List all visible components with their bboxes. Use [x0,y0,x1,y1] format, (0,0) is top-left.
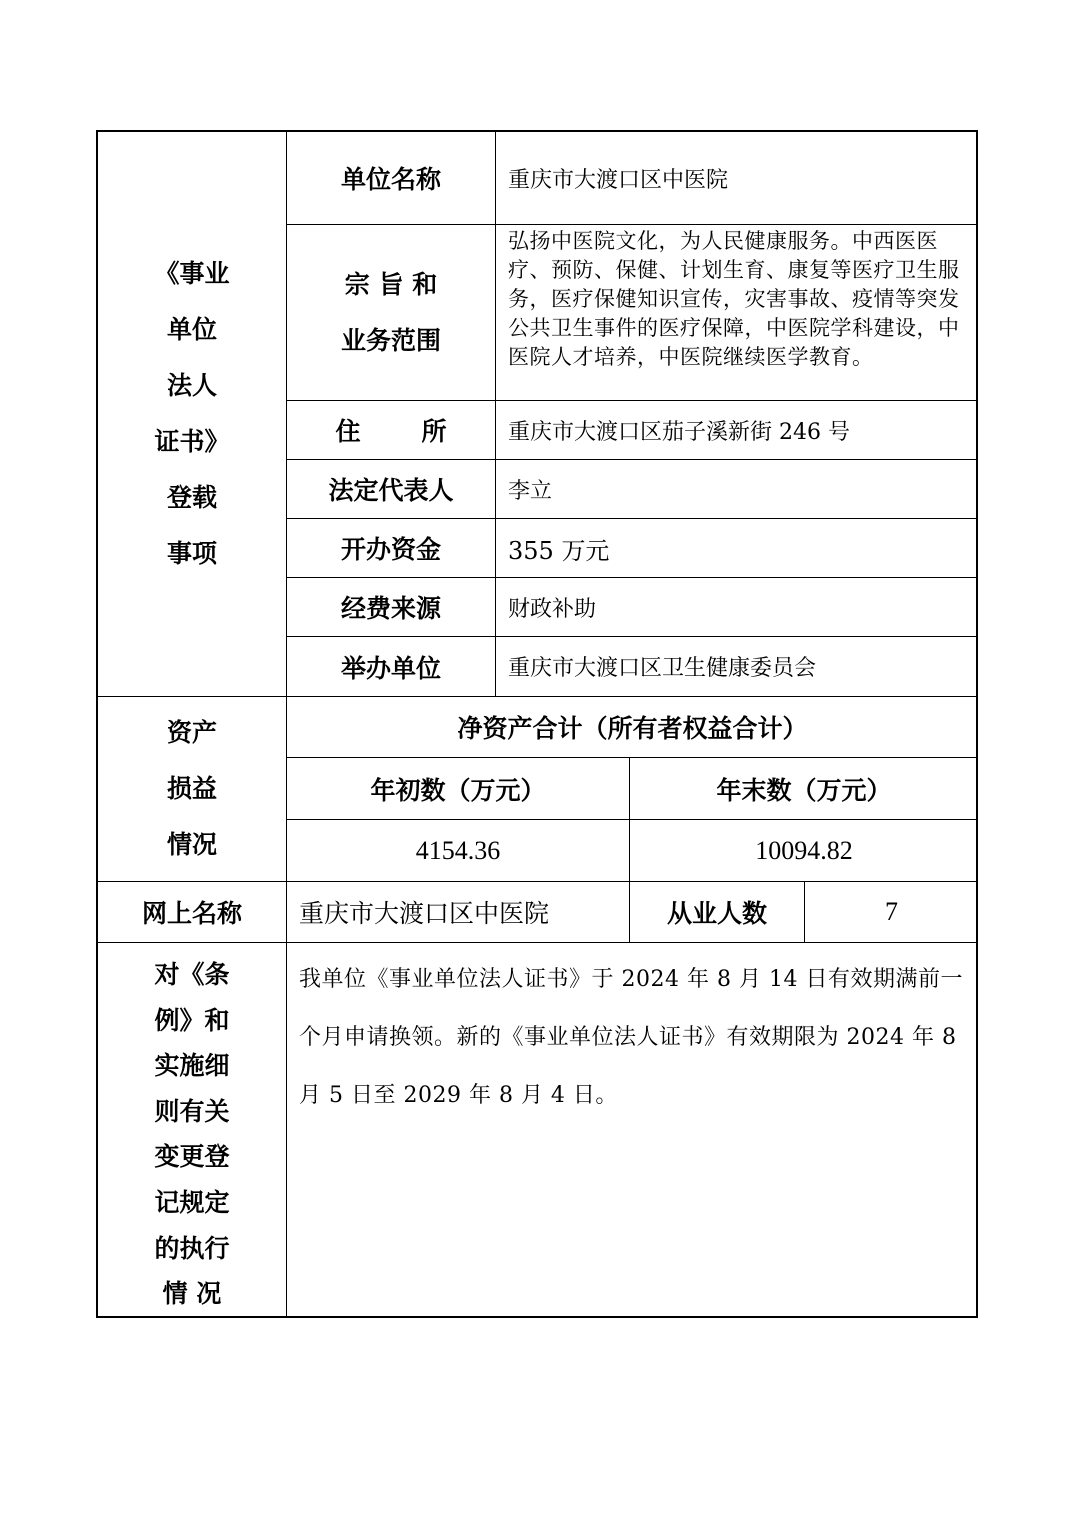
section-label-line: 资产 [166,718,217,747]
end-of-year-label: 年末数（万元） [716,775,892,805]
purpose-label-line: 业务范围 [340,325,441,355]
compliance-text: 我单位《事业单位法人证书》于 2024 年 8 月 14 日有效期满前一个月申请换领。新的《事业单位法人证书》有效期限为 2024 年 8 月 5 日至 2029 年 8 月 4 日。 [299,967,963,1108]
legal-representative-label: 法定代表人 [328,476,454,505]
staff-count-value: 7 [885,897,898,926]
end-of-year-value: 10094.82 [755,835,853,865]
funding-source-value: 财政补助 [508,596,597,622]
startup-funds-value: 355 万元 [508,536,610,565]
staff-count-label: 从业人数 [666,899,767,928]
registration-section-label [98,132,286,696]
legal-representative-value: 李立 [508,478,553,504]
section-label-line: 《事业 [154,259,230,288]
section-label-line: 单位 [166,315,217,344]
start-of-year-label: 年初数（万元） [370,775,546,805]
unit-name-label: 单位名称 [340,165,441,194]
unit-name-value: 重庆市大渡口区中医院 [508,167,729,193]
sponsor-unit-label: 举办单位 [340,653,441,683]
purpose-scope-value: 弘扬中医院文化，为人民健康服务。中西医医疗、预防、保健、计划生育、康复等医疗卫生服务，医疗保健知识宣传，灾害事故、疫情等突发公共卫生事件的医疗保障，中医院学科建设，中医院人才培养，中医院继续医学教育。 [508,229,960,369]
start-of-year-value: 4154.36 [415,835,501,865]
purpose-scope-label [287,225,495,400]
sponsor-unit-value: 重庆市大渡口区卫生健康委员会 [508,656,817,681]
registration-table [96,130,978,1318]
section-label-line: 登载 [166,483,217,512]
section-label-line: 对《条 [154,960,230,989]
address-value: 重庆市大渡口区茄子溪新街 246 号 [508,419,850,445]
section-label-line: 记规定 [154,1187,230,1217]
purpose-label-line: 宗 旨 和 [344,269,438,299]
section-label-line: 实施细 [154,1051,230,1081]
address-label: 住 所 [335,417,447,446]
net-assets-header: 净资产合计（所有者权益合计） [457,714,808,743]
section-label-line: 情况 [166,830,217,859]
startup-funds-label: 开办资金 [340,535,441,564]
section-label-line: 例》和 [154,1005,230,1035]
section-label-line: 情 况 [162,1279,222,1309]
compliance-section-label [98,943,286,1318]
section-label-line: 的执行 [154,1233,230,1263]
online-name-label: 网上名称 [141,899,242,928]
section-label-line: 事项 [166,539,217,568]
assets-section-label [98,697,286,881]
section-label-line: 则有关 [154,1096,230,1126]
section-label-line: 法人 [166,371,217,400]
section-label-line: 证书》 [154,427,230,456]
section-label-line: 变更登 [154,1142,230,1172]
section-label-line: 损益 [166,774,217,803]
online-name-value: 重庆市大渡口区中医院 [299,899,550,928]
funding-source-label: 经费来源 [340,594,441,623]
